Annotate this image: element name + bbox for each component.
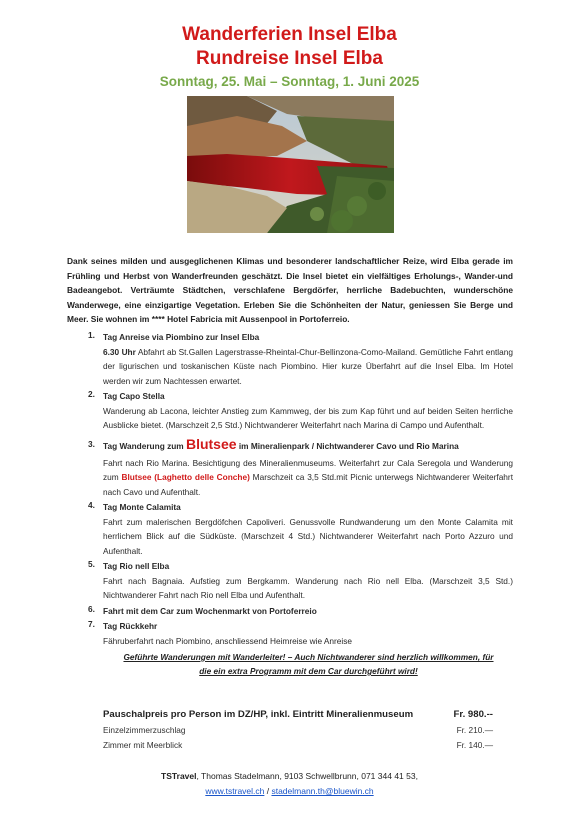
day-title-pre: Tag Wanderung zum xyxy=(103,440,186,451)
blutsee-text-highlight: Blutsee (Laghetto delle Conche) xyxy=(121,472,250,482)
day-text-pre: Fahrt nach Rio Marina. Besichtigung des Mineralienmuseums. Weiterfahrt zur Cala Seregola und Wanderung zum xyxy=(103,457,513,482)
itinerary-day-1 xyxy=(88,330,513,388)
day-number: 4. xyxy=(88,500,95,510)
email-link[interactable]: stadelmann.th@bluewin.ch xyxy=(271,786,374,796)
itinerary-day-3 xyxy=(88,435,513,500)
day-text: Fähruberfahrt nach Piombino, anschliessend Heimreise wie Anreise xyxy=(103,635,353,646)
day-title: Tag Monte Calamita xyxy=(103,502,181,512)
day-title xyxy=(103,435,513,456)
day-number: 3. xyxy=(88,438,95,449)
price-row-sea-view xyxy=(103,738,493,753)
guided-hikes-note xyxy=(96,650,521,678)
itinerary-day-6 xyxy=(88,604,513,619)
price-label: Pauschalpreis pro Person im DZ/HP, inkl. Eintritt Mineralienmuseum xyxy=(103,709,414,720)
day-number: 1. xyxy=(88,330,95,340)
day-text-post: Marschzeit ca 3,5 Std.mit Picnic unterwegs Nichtwanderer Weiterfahrt nach Cavo und Aufenthalt. xyxy=(103,472,513,497)
day-title: Tag Rückkehr xyxy=(103,621,158,631)
itinerary-day-7 xyxy=(88,619,513,648)
day-number: 7. xyxy=(88,619,95,629)
brand-name: TSTravel xyxy=(161,771,197,781)
price-row-single-supplement xyxy=(103,723,493,738)
price-list xyxy=(103,706,493,753)
day-description xyxy=(103,345,513,389)
price-value: Fr. 980.-- xyxy=(453,709,493,720)
link-separator: / xyxy=(264,786,272,796)
itinerary-day-4 xyxy=(88,500,513,558)
day-text: Fahrt zum malerischen Bergdöfchen Capoliveri. Genussvolle Rundwanderung um den Monte Calamita mit herrlichem Blick auf die Südküste. (Marschzeit 4 Std.) Nichtwanderer Weiterfahrt nach Porto Azzuro und Aufenthalt. xyxy=(103,516,513,556)
day-number: 5. xyxy=(88,559,95,569)
red-lake-photo xyxy=(187,96,394,233)
contact-footer xyxy=(0,769,579,799)
day-title: Fahrt mit dem Car zum Wochenmarkt von Portoferreio xyxy=(103,605,317,616)
note-line: die ein extra Programm mit dem Car durchgeführt wird! xyxy=(199,666,418,676)
price-row-package xyxy=(103,706,493,723)
blutsee-highlight: Blutsee xyxy=(185,435,237,452)
itinerary-day-2 xyxy=(88,389,513,433)
itinerary-day-5 xyxy=(88,559,513,603)
price-value: Fr. 210.— xyxy=(456,725,493,735)
day-title: Tag Anreise via Piombino zur Insel Elba xyxy=(103,332,260,342)
day-title: Tag Rio nell Elba xyxy=(103,561,170,571)
day-text: Abfahrt ab St.Gallen Lagerstrasse-Rheintal-Chur-Bellinzona-Como-Mailand. Gemütliche Fahrt entlang der ligurischen und toskanischen Küste nach Piombino. Hier kurze Überfahrt auf die Insel Elba. Im Hotel werden wir zum Nachtessen erwartet. xyxy=(103,346,513,386)
day-number: 2. xyxy=(88,389,95,399)
page-subtitle: Rundreise Insel Elba xyxy=(196,48,383,69)
day-text: Wanderung ab Lacona, leichter Anstieg zum Kammweg, der bis zum Kap führt und auf beiden Seiten herrliche Ausblicke bietet. (Marschzeit 2,5 Std.) Nichtwanderer Weiterfahrt nach Marina di Campo und Aufenthalt. xyxy=(103,405,513,430)
date-range: Sonntag, 25. Mai – Sonntag, 1. Juni 2025 xyxy=(159,74,420,89)
website-link[interactable]: www.tstravel.ch xyxy=(205,786,265,796)
day-title: Tag Capo Stella xyxy=(103,391,165,401)
links-line xyxy=(0,784,579,799)
day-number: 6. xyxy=(88,603,95,614)
page-title: Wanderferien Insel Elba xyxy=(182,24,397,45)
red-lake-illustration xyxy=(187,96,394,233)
intro-paragraph: Dank seines milden und ausgeglichenen Klimas und besonderer landschaftlicher Reize, wird Elba gerade im Frühling und Herbst von Wanderfreunden geschätzt. Die Insel bietet ein vielfältiges Erholungs-, Wander-und Badeangebot. Verträumte Städtchen, verschlafene Bergdörfer, herrliche Badebuchten, wunderschöne Wanderwege, eine einzigartige Vegetation. Erleben Sie die Schönheiten der Natur, geniessen Sie Berge und Meer. Sie wohnen im **** Hotel Fabricia mit Aussenpool in Portoferreio. xyxy=(67,256,513,325)
price-value: Fr. 140.— xyxy=(456,740,493,750)
day-description xyxy=(103,456,513,500)
price-label: Zimmer mit Meerblick xyxy=(103,740,183,750)
contact-details: , Thomas Stadelmann, 9103 Schwellbrunn, 071 344 41 53, xyxy=(196,771,418,781)
departure-time: 6.30 Uhr xyxy=(103,346,136,357)
itinerary-list xyxy=(88,330,513,649)
day-text: Fahrt nach Bagnaia. Aufstieg zum Bergkamm. Wanderung nach Rio nell Elba. (Marschzeit 3,5 Std.) Nichtwanderer Fahrt nach Rio nell Elba und Aufenthalt. xyxy=(103,575,513,600)
price-label: Einzelzimmerzuschlag xyxy=(103,725,186,735)
note-line: Geführte Wanderungen mit Wanderleiter! – Auch Nichtwanderer sind herzlich willkommen, für xyxy=(123,652,494,662)
day-title-post: im Mineralienpark / Nichtwanderer Cavo und Rio Marina xyxy=(236,440,459,451)
contact-line xyxy=(0,769,579,784)
